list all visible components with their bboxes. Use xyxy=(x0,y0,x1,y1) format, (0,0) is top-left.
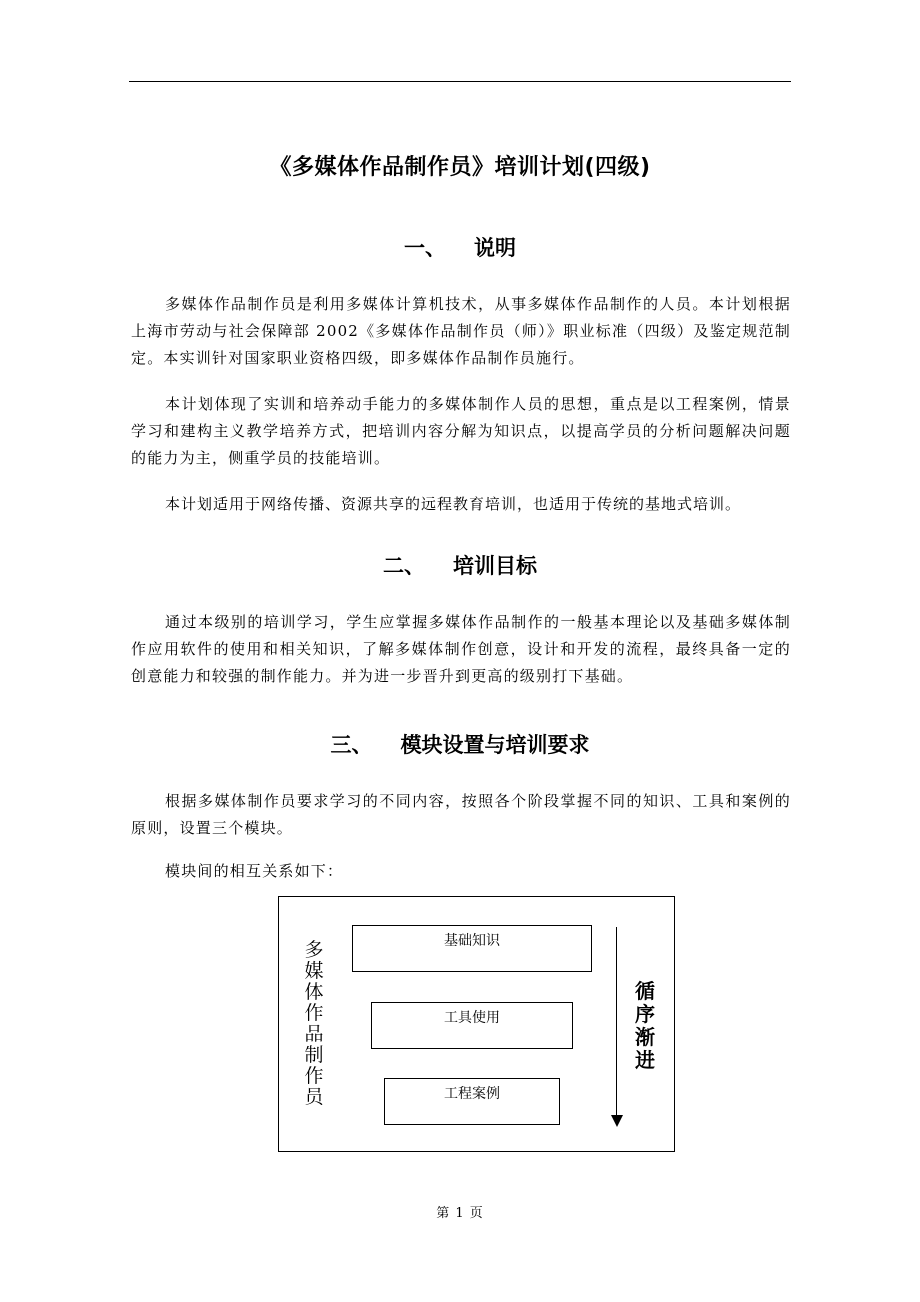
section-number: 一、 xyxy=(404,236,446,260)
header-rule xyxy=(129,81,791,82)
paragraph: 通过本级别的培训学习，学生应掌握多媒体作品制作的一般基本理论以及基础多媒体制作应用软件的使用和相关知识，了解多媒体制作创意，设计和开发的流程，最终具备一定的创意能力和较强的制作能力。并为进一步晋升到更高的级别打下基础。 xyxy=(131,613,791,685)
section-title: 模块设置与培训要求 xyxy=(400,733,590,757)
section-number: 三、 xyxy=(330,733,373,757)
diagram-left-label: 多媒体作品制作员 xyxy=(304,939,324,1108)
paragraph: 模块间的相互关系如下： xyxy=(165,862,344,880)
progression-arrow-line xyxy=(616,927,617,1117)
section-heading-2 xyxy=(0,550,920,580)
section-heading-1 xyxy=(0,232,920,262)
section-title: 培训目标 xyxy=(453,554,537,578)
page-number: 第 1 页 xyxy=(436,1206,484,1221)
section-number: 二、 xyxy=(383,554,425,578)
document-title: 《多媒体作品制作员》培训计划(四级) xyxy=(269,155,651,180)
paragraph: 本计划体现了实训和培养动手能力的多媒体制作人员的思想，重点是以工程案例，情景学习和建构主义教学培养方式，把培训内容分解为知识点，以提高学员的分析问题解决问题的能力为主，侧重学员的技能培训。 xyxy=(131,395,791,467)
diagram-right-label: 循序渐进 xyxy=(635,979,655,1072)
module-diagram xyxy=(278,896,675,1152)
section-heading-3 xyxy=(0,729,920,759)
down-arrow-icon xyxy=(611,1115,623,1127)
module-box-basic-knowledge: 基础知识 xyxy=(352,925,592,972)
module-box-engineering-cases: 工程案例 xyxy=(384,1078,560,1125)
section-title: 说明 xyxy=(474,236,516,260)
paragraph: 多媒体作品制作员是利用多媒体计算机技术，从事多媒体作品制作的人员。本计划根据上海市劳动与社会保障部 2002《多媒体作品制作员（师）》职业标准（四级）及鉴定规范制定。本实训针对国家职业资格四级，即多媒体作品制作员施行。 xyxy=(131,295,791,367)
paragraph: 本计划适用于网络传播、资源共享的远程教育培训，也适用于传统的基地式培训。 xyxy=(165,495,742,513)
paragraph: 根据多媒体制作员要求学习的不同内容，按照各个阶段掌握不同的知识、工具和案例的原则，设置三个模块。 xyxy=(131,792,791,837)
module-box-tool-usage: 工具使用 xyxy=(371,1002,573,1049)
